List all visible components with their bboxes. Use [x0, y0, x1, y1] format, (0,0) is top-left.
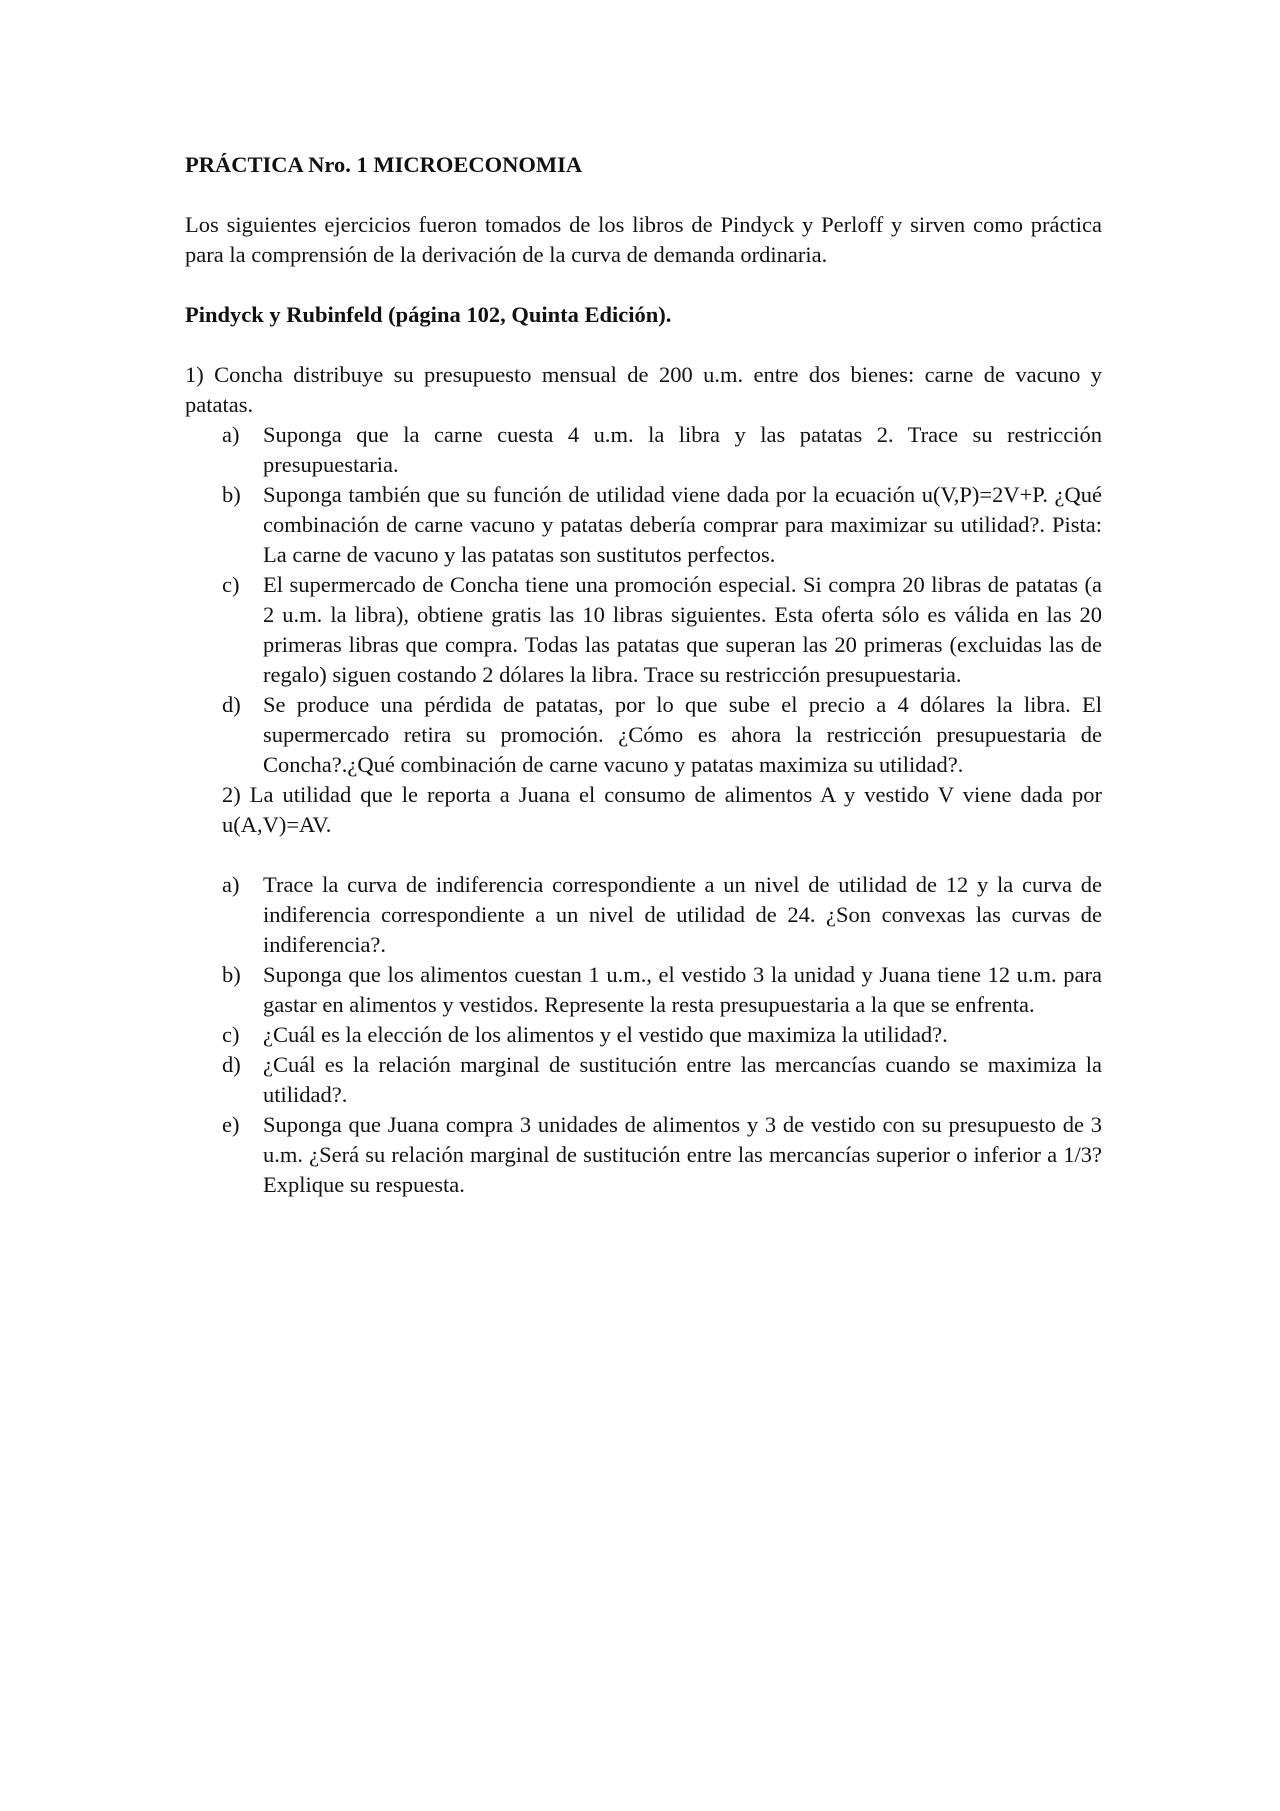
question-1-item-b [185, 480, 1102, 570]
item-text: El supermercado de Concha tiene una promoción especial. Si compra 20 libras de patatas (a 2 u.m. la libra), obtiene gratis las 10 libras siguientes. Esta oferta sólo es válida en las 20 primeras libras que compra. Todas las patatas que superan las 20 primeras (excluidas las de regalo) siguen costando 2 dólares la libra. Trace su restricción presupuestaria. [263, 572, 1102, 687]
item-marker: e) [222, 1112, 240, 1137]
item-text: Se produce una pérdida de patatas, por lo que sube el precio a 4 dólares la libra. El supermercado retira su promoción. ¿Cómo es ahora la restricción presupuestaria de Concha?.¿Qué combinación de carne vacuno y patatas maximiza su utilidad?. [263, 692, 1102, 777]
item-marker: b) [222, 482, 241, 507]
item-text: Suponga que Juana compra 3 unidades de alimentos y 3 de vestido con su presupuesto de 3 u.m. ¿Será su relación marginal de sustitución entre las mercancías superior o inferior a 1/3? Explique su respuesta. [263, 1112, 1102, 1197]
question-2-item-b [185, 960, 1102, 1020]
question-1-list [185, 420, 1102, 780]
item-text: Suponga que la carne cuesta 4 u.m. la libra y las patatas 2. Trace su restricción presupuestaria. [263, 422, 1102, 477]
document-page [185, 150, 1102, 1200]
question-2-item-e [185, 1110, 1102, 1200]
item-marker: a) [222, 422, 240, 447]
question-2-list [185, 870, 1102, 1200]
question-2-item-a [185, 870, 1102, 960]
intro-paragraph: Los siguientes ejercicios fueron tomados de los libros de Pindyck y Perloff y sirven como práctica para la comprensión de la derivación de la curva de demanda ordinaria. [185, 212, 1102, 267]
item-text: ¿Cuál es la elección de los alimentos y el vestido que maximiza la utilidad?. [263, 1022, 948, 1047]
item-marker: d) [222, 692, 241, 717]
item-marker: c) [222, 572, 240, 597]
page-title: PRÁCTICA Nro. 1 MICROECONOMIA [185, 152, 583, 177]
question-2-text: 2) La utilidad que le reporta a Juana el consumo de alimentos A y vestido V viene dada por u(A,V)=AV. [222, 782, 1102, 837]
item-text: Suponga también que su función de utilidad viene dada por la ecuación u(V,P)=2V+P. ¿Qué combinación de carne vacuno y patatas debería comprar para maximizar su utilidad?. Pista: La carne de vacuno y las patatas son sustitutos perfectos. [263, 482, 1102, 567]
source-heading: Pindyck y Rubinfeld (página 102, Quinta Edición). [185, 302, 672, 327]
question-2-item-c [185, 1020, 1102, 1050]
item-text: Suponga que los alimentos cuestan 1 u.m., el vestido 3 la unidad y Juana tiene 12 u.m. para gastar en alimentos y vestidos. Represente la resta presupuestaria a la que se enfrenta. [263, 962, 1102, 1017]
item-marker: c) [222, 1022, 240, 1047]
question-1-text: 1) Concha distribuye su presupuesto mensual de 200 u.m. entre dos bienes: carne de vacuno y patatas. [185, 362, 1102, 417]
question-2-item-d [185, 1050, 1102, 1110]
question-1-item-c [185, 570, 1102, 690]
item-marker: d) [222, 1052, 241, 1077]
question-1-item-a [185, 420, 1102, 480]
item-text: Trace la curva de indiferencia correspondiente a un nivel de utilidad de 12 y la curva de indiferencia correspondiente a un nivel de utilidad de 24. ¿Son convexas las curvas de indiferencia?. [263, 872, 1102, 957]
item-marker: b) [222, 962, 241, 987]
item-text: ¿Cuál es la relación marginal de sustitución entre las mercancías cuando se maximiza la utilidad?. [263, 1052, 1102, 1107]
item-marker: a) [222, 872, 240, 897]
question-1-item-d [185, 690, 1102, 780]
